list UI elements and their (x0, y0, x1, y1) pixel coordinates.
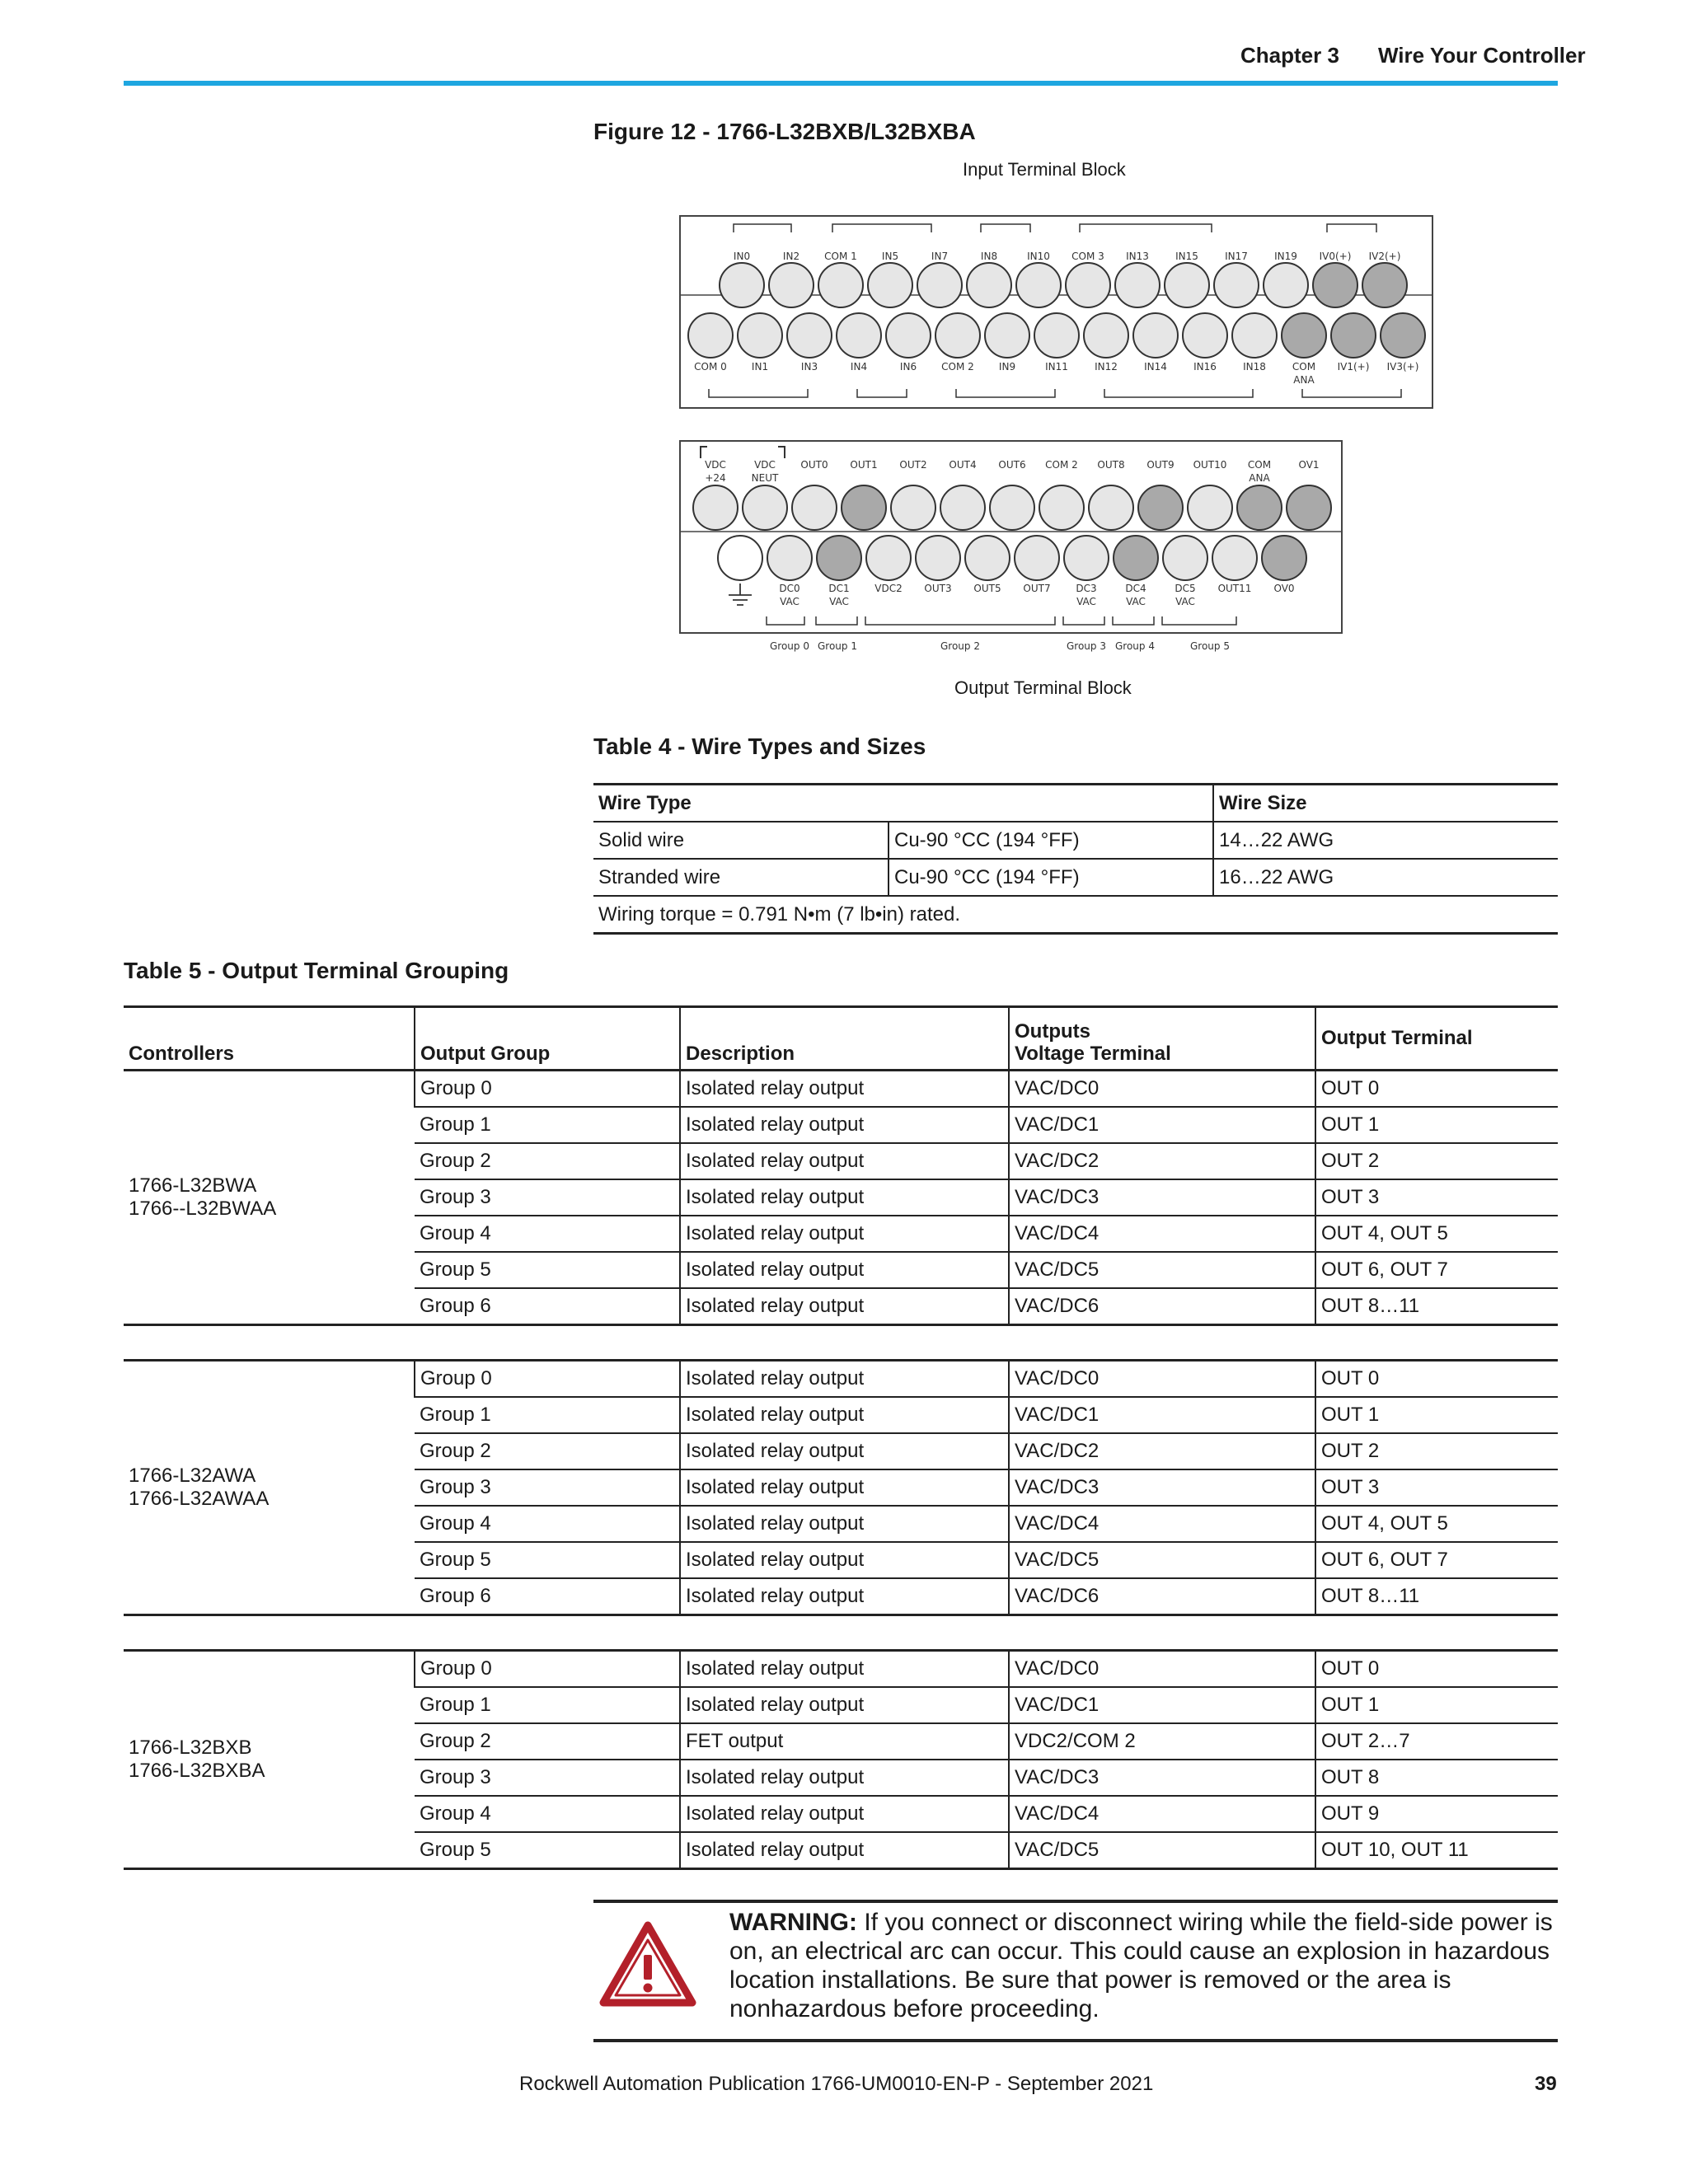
input-top-terminal (1313, 263, 1357, 307)
cell-output-terminal: OUT 3 (1315, 1179, 1558, 1216)
input-bottom-terminal-label: IN12 (1095, 361, 1118, 373)
cell-output-group: Group 6 (415, 1288, 680, 1325)
table-row (593, 859, 1558, 896)
output-group-label: Group 0 (770, 640, 809, 652)
input-top-terminal-label: IV0(+) (1319, 251, 1352, 262)
output-top-terminal (842, 485, 886, 530)
output-top-terminal-label: OUT4 (949, 459, 977, 471)
input-bottom-terminal (1381, 313, 1425, 358)
table-row (124, 1361, 1558, 1398)
table-header-row (593, 785, 1558, 823)
cell-output-terminal: OUT 9 (1315, 1796, 1558, 1832)
output-bottom-terminal-sublabel: VAC (780, 596, 799, 607)
input-top-terminal (1264, 263, 1308, 307)
cell-description: Isolated relay output (680, 1506, 1009, 1542)
input-bottom-terminal (787, 313, 832, 358)
header-title: Wire Your Controller (1378, 43, 1586, 68)
cell-voltage-terminal: VAC/DC4 (1009, 1506, 1315, 1542)
table-note-row (593, 896, 1558, 934)
output-top-terminal (1089, 485, 1133, 530)
output-top-terminal-label: OUT2 (899, 459, 927, 471)
input-top-terminal-label: IN5 (881, 251, 899, 262)
cell-output-group: Group 4 (415, 1796, 680, 1832)
cell-controller (124, 1071, 415, 1325)
input-bottom-terminal-label: IN4 (850, 361, 868, 373)
cell-voltage-terminal: VAC/DC5 (1009, 1252, 1315, 1288)
cell-voltage-terminal: VAC/DC6 (1009, 1288, 1315, 1325)
header-voltage-terminal (1009, 1007, 1315, 1071)
output-bottom-terminal (817, 536, 861, 580)
header-controllers: Controllers (124, 1007, 415, 1071)
table-row (124, 1651, 1558, 1688)
table4-caption: Table 4 - Wire Types and Sizes (593, 733, 926, 759)
output-top-terminal (940, 485, 985, 530)
output-top-terminal-label: OUT6 (998, 459, 1026, 471)
output-bottom-terminal-sublabel: VAC (1175, 596, 1195, 607)
input-bottom-terminal-label: COM 2 (941, 361, 974, 373)
input-bottom-terminal-label: IN11 (1045, 361, 1068, 373)
input-bottom-terminal (1331, 313, 1376, 358)
cell-output-terminal: OUT 2…7 (1315, 1723, 1558, 1760)
cell-description: Isolated relay output (680, 1651, 1009, 1688)
input-top-terminal (1066, 263, 1110, 307)
input-bottom-terminal-label: IN14 (1144, 361, 1167, 373)
output-bottom-terminal (1114, 536, 1158, 580)
cell-output-group: Group 1 (415, 1397, 680, 1433)
cell-output-terminal: OUT 4, OUT 5 (1315, 1506, 1558, 1542)
input-bottom-terminal (1084, 313, 1128, 358)
input-top-terminal (1016, 263, 1061, 307)
cell-output-group: Group 6 (415, 1578, 680, 1615)
cell-output-group: Group 2 (415, 1143, 680, 1179)
output-bottom-terminal (1064, 536, 1109, 580)
cell-voltage-terminal: VAC/DC5 (1009, 1832, 1315, 1869)
input-bottom-terminal-label: IV3(+) (1386, 361, 1419, 373)
output-bottom-terminal-label: OUT3 (924, 583, 952, 594)
output-top-terminal (693, 485, 738, 530)
cell-wire-type: Stranded wire (593, 859, 889, 896)
input-top-terminal (720, 263, 764, 307)
output-bottom-terminal (1163, 536, 1207, 580)
cell-output-terminal: OUT 8…11 (1315, 1288, 1558, 1325)
output-top-terminal-label: COM 2 (1045, 459, 1078, 471)
output-bottom-terminal (1212, 536, 1257, 580)
output-bottom-terminal-label: OUT11 (1217, 583, 1252, 594)
cell-description: Isolated relay output (680, 1252, 1009, 1288)
input-top-terminal-label: IN15 (1175, 251, 1198, 262)
cell-description: Isolated relay output (680, 1796, 1009, 1832)
wiring-torque-note: Wiring torque = 0.791 N•m (7 lb•in) rated. (593, 896, 1558, 934)
input-bottom-terminal-label: IV1(+) (1337, 361, 1370, 373)
cell-output-terminal: OUT 8…11 (1315, 1578, 1558, 1615)
cell-voltage-terminal: VAC/DC3 (1009, 1760, 1315, 1796)
cell-description: Isolated relay output (680, 1832, 1009, 1869)
spacer-cell (124, 1325, 1558, 1361)
header-voltage-terminal-line2: Voltage Terminal (1015, 1043, 1171, 1066)
header-description: Description (680, 1007, 1009, 1071)
cell-output-terminal: OUT 10, OUT 11 (1315, 1832, 1558, 1869)
cell-description: Isolated relay output (680, 1578, 1009, 1615)
input-top-terminal-label: COM 3 (1071, 251, 1104, 262)
output-group-label: Group 4 (1115, 640, 1155, 652)
output-top-terminal (792, 485, 837, 530)
output-top-terminal-label: COM (1247, 459, 1272, 471)
cell-output-terminal: OUT 6, OUT 7 (1315, 1542, 1558, 1578)
output-bottom-terminal-label: DC1 (828, 583, 850, 594)
cell-output-terminal: OUT 0 (1315, 1651, 1558, 1688)
input-top-terminal-label: IN17 (1225, 251, 1248, 262)
controller-line2: 1766--L32BWAA (129, 1197, 277, 1220)
header-output-terminal: Output Terminal (1315, 1007, 1558, 1071)
input-top-terminal-label: IN8 (980, 251, 998, 262)
cell-voltage-terminal: VAC/DC0 (1009, 1651, 1315, 1688)
table-row (593, 822, 1558, 859)
output-bottom-terminal-label: DC4 (1125, 583, 1146, 594)
output-top-terminal (891, 485, 935, 530)
input-bottom-terminal (688, 313, 733, 358)
cell-output-terminal: OUT 4, OUT 5 (1315, 1216, 1558, 1252)
output-top-terminal-label: VDC (754, 459, 776, 471)
input-bottom-terminal (1282, 313, 1326, 358)
input-bottom-terminal-label: COM (1292, 361, 1316, 373)
cell-output-terminal: OUT 2 (1315, 1433, 1558, 1469)
output-top-terminal (1138, 485, 1183, 530)
input-bottom-terminal (1133, 313, 1178, 358)
cell-output-terminal: OUT 8 (1315, 1760, 1558, 1796)
input-top-terminal (917, 263, 962, 307)
cell-voltage-terminal: VAC/DC3 (1009, 1469, 1315, 1506)
output-bottom-terminal-label: DC5 (1175, 583, 1196, 594)
cell-output-group: Group 0 (415, 1651, 680, 1688)
input-bottom-terminal-label: IN1 (751, 361, 769, 373)
input-bottom-terminal-label: IN6 (899, 361, 917, 373)
output-top-terminal-label: OUT10 (1193, 459, 1227, 471)
terminal-block-diagram (0, 0, 1688, 725)
cell-output-terminal: OUT 2 (1315, 1143, 1558, 1179)
input-top-terminal (1214, 263, 1259, 307)
controller-line2: 1766-L32AWAA (129, 1488, 270, 1510)
table-row (124, 1071, 1558, 1108)
header-voltage-terminal-line1: Outputs (1015, 1019, 1090, 1043)
input-bottom-terminal (985, 313, 1029, 358)
warning-label: WARNING: (729, 1909, 857, 1936)
cell-voltage-terminal: VAC/DC1 (1009, 1107, 1315, 1143)
input-top-terminal (868, 263, 912, 307)
output-bottom-terminal-label: VDC2 (874, 583, 903, 594)
output-bottom-terminal-label: OV0 (1273, 583, 1295, 594)
cell-wire-rating: Cu-90 °CC (194 °FF) (889, 859, 1213, 896)
warning-triangle-icon (598, 1920, 697, 2007)
input-bottom-terminal (935, 313, 980, 358)
output-top-terminal-label: VDC (705, 459, 726, 471)
input-top-terminal (818, 263, 863, 307)
output-top-terminal-sublabel: ANA (1249, 472, 1270, 484)
output-bottom-terminal-label: OUT7 (1023, 583, 1051, 594)
header-wire-size: Wire Size (1213, 785, 1558, 823)
input-bottom-terminal-sublabel: ANA (1293, 374, 1315, 386)
cell-wire-rating: Cu-90 °CC (194 °FF) (889, 822, 1213, 859)
cell-voltage-terminal: VDC2/COM 2 (1009, 1723, 1315, 1760)
output-block-label: Output Terminal Block (954, 677, 1132, 698)
input-bottom-terminal (1183, 313, 1227, 358)
input-top-terminal-label: IN10 (1027, 251, 1050, 262)
input-bottom-terminal-label: COM 0 (694, 361, 727, 373)
output-top-terminal (990, 485, 1034, 530)
output-bottom-terminal (1262, 536, 1306, 580)
cell-output-group: Group 1 (415, 1687, 680, 1723)
output-bottom-terminal (965, 536, 1010, 580)
cell-voltage-terminal: VAC/DC5 (1009, 1542, 1315, 1578)
input-top-terminal-label: COM 1 (824, 251, 857, 262)
cell-description: FET output (680, 1723, 1009, 1760)
output-bottom-terminal-sublabel: VAC (1126, 596, 1146, 607)
cell-description: Isolated relay output (680, 1361, 1009, 1398)
cell-description: Isolated relay output (680, 1433, 1009, 1469)
input-bottom-terminal-label: IN18 (1243, 361, 1266, 373)
cell-description: Isolated relay output (680, 1542, 1009, 1578)
header-output-group: Output Group (415, 1007, 680, 1071)
output-group-label: Group 2 (940, 640, 980, 652)
input-bottom-terminal-label: IN3 (800, 361, 818, 373)
cell-description: Isolated relay output (680, 1071, 1009, 1108)
input-top-terminal-label: IV2(+) (1368, 251, 1401, 262)
output-top-terminal (743, 485, 787, 530)
output-terminal-grouping-table (124, 1005, 1558, 1870)
cell-description: Isolated relay output (680, 1179, 1009, 1216)
output-bottom-terminal-label: DC3 (1076, 583, 1097, 594)
input-bottom-terminal (1232, 313, 1277, 358)
cell-voltage-terminal: VAC/DC1 (1009, 1687, 1315, 1723)
cell-voltage-terminal: VAC/DC4 (1009, 1216, 1315, 1252)
output-top-terminal (1287, 485, 1331, 530)
cell-wire-type: Solid wire (593, 822, 889, 859)
cell-description: Isolated relay output (680, 1469, 1009, 1506)
cell-output-terminal: OUT 0 (1315, 1361, 1558, 1398)
cell-description: Isolated relay output (680, 1143, 1009, 1179)
output-bottom-terminal-label: DC0 (779, 583, 800, 594)
output-bottom-terminal-label: OUT5 (973, 583, 1001, 594)
input-bottom-terminal-label: IN16 (1193, 361, 1217, 373)
input-bottom-terminal (886, 313, 931, 358)
cell-voltage-terminal: VAC/DC6 (1009, 1578, 1315, 1615)
cell-description: Isolated relay output (680, 1687, 1009, 1723)
cell-controller (124, 1361, 415, 1615)
controller-line1: 1766-L32BWA (129, 1174, 257, 1197)
output-top-terminal-sublabel: NEUT (751, 472, 779, 484)
cell-output-group: Group 5 (415, 1542, 680, 1578)
cell-description: Isolated relay output (680, 1288, 1009, 1325)
output-bottom-terminal (866, 536, 911, 580)
cell-voltage-terminal: VAC/DC3 (1009, 1179, 1315, 1216)
cell-description: Isolated relay output (680, 1397, 1009, 1433)
output-top-terminal-label: OUT0 (800, 459, 828, 471)
cell-controller (124, 1651, 415, 1869)
output-top-terminal-label: OUT1 (850, 459, 878, 471)
cell-output-terminal: OUT 1 (1315, 1397, 1558, 1433)
output-top-terminal (1237, 485, 1282, 530)
input-top-terminal-label: IN0 (733, 251, 751, 262)
wire-types-table (593, 783, 1558, 935)
cell-output-terminal: OUT 1 (1315, 1687, 1558, 1723)
input-top-terminal-label: IN13 (1126, 251, 1149, 262)
cell-output-group: Group 3 (415, 1760, 680, 1796)
output-top-terminal-label: OV1 (1298, 459, 1320, 471)
input-top-terminal (1362, 263, 1407, 307)
cell-wire-size: 16…22 AWG (1213, 859, 1558, 896)
input-terminal-block (680, 216, 1432, 408)
output-bottom-terminal (1015, 536, 1059, 580)
warning-message: If you connect or disconnect wiring while the field-side power is on, an electrical arc can occur. This could cause an explosion in hazardous location installations. Be sure that power is removed or the area is nonhazardous before proceeding. (729, 1909, 1553, 2023)
output-bottom-terminal (916, 536, 960, 580)
cell-output-terminal: OUT 0 (1315, 1071, 1558, 1108)
input-top-terminal (967, 263, 1011, 307)
input-top-terminal-label: IN7 (931, 251, 949, 262)
cell-description: Isolated relay output (680, 1216, 1009, 1252)
cell-output-group: Group 0 (415, 1361, 680, 1398)
output-group-label: Group 1 (818, 640, 857, 652)
table5-caption: Table 5 - Output Terminal Grouping (124, 958, 509, 983)
header-wire-type: Wire Type (593, 785, 1213, 823)
output-top-terminal-label: OUT8 (1097, 459, 1125, 471)
controller-line2: 1766-L32BXBA (129, 1760, 265, 1782)
spacer-cell (124, 1615, 1558, 1651)
footer-page-number: 39 (1535, 2073, 1557, 2095)
cell-voltage-terminal: VAC/DC4 (1009, 1796, 1315, 1832)
cell-output-group: Group 2 (415, 1433, 680, 1469)
table-group-spacer (124, 1615, 1558, 1651)
cell-wire-size: 14…22 AWG (1213, 822, 1558, 859)
input-top-terminal (769, 263, 814, 307)
controller-line1: 1766-L32BXB (129, 1736, 252, 1760)
input-bottom-terminal (738, 313, 782, 358)
cell-output-group: Group 2 (415, 1723, 680, 1760)
output-bottom-terminal (718, 536, 762, 580)
output-bottom-terminal (767, 536, 812, 580)
output-top-terminal (1188, 485, 1232, 530)
input-bottom-terminal-label: IN9 (998, 361, 1016, 373)
cell-voltage-terminal: VAC/DC2 (1009, 1143, 1315, 1179)
input-bottom-terminal (1034, 313, 1079, 358)
cell-voltage-terminal: VAC/DC0 (1009, 1361, 1315, 1398)
output-group-label: Group 3 (1067, 640, 1106, 652)
input-top-terminal (1115, 263, 1160, 307)
cell-output-group: Group 0 (415, 1071, 680, 1108)
output-top-terminal (1039, 485, 1084, 530)
cell-output-terminal: OUT 1 (1315, 1107, 1558, 1143)
cell-output-group: Group 4 (415, 1506, 680, 1542)
controller-line1: 1766-L32AWA (129, 1465, 256, 1488)
table-header-row (124, 1007, 1558, 1071)
footer-publication: Rockwell Automation Publication 1766-UM0010-EN-P - September 2021 (519, 2073, 1154, 2095)
output-group-label: Group 5 (1190, 640, 1230, 652)
input-bottom-terminal (837, 313, 881, 358)
output-bottom-terminal-sublabel: VAC (829, 596, 849, 607)
cell-voltage-terminal: VAC/DC2 (1009, 1433, 1315, 1469)
output-top-terminal-label: OUT9 (1146, 459, 1175, 471)
table-group-spacer (124, 1325, 1558, 1361)
cell-output-group: Group 4 (415, 1216, 680, 1252)
input-top-terminal (1165, 263, 1209, 307)
cell-voltage-terminal: VAC/DC0 (1009, 1071, 1315, 1108)
cell-output-group: Group 3 (415, 1179, 680, 1216)
cell-description: Isolated relay output (680, 1107, 1009, 1143)
input-top-terminal-label: IN19 (1274, 251, 1297, 262)
output-top-terminal-sublabel: +24 (705, 472, 726, 484)
figure-caption: Figure 12 - 1766-L32BXB/L32BXBA (593, 119, 976, 144)
input-block-label: Input Terminal Block (963, 159, 1126, 180)
input-top-terminal-label: IN2 (782, 251, 800, 262)
warning-text (729, 1908, 1554, 2023)
output-bottom-terminal-sublabel: VAC (1076, 596, 1096, 607)
cell-output-group: Group 5 (415, 1252, 680, 1288)
cell-output-group: Group 3 (415, 1469, 680, 1506)
cell-voltage-terminal: VAC/DC1 (1009, 1397, 1315, 1433)
cell-output-terminal: OUT 6, OUT 7 (1315, 1252, 1558, 1288)
cell-output-terminal: OUT 3 (1315, 1469, 1558, 1506)
cell-output-group: Group 1 (415, 1107, 680, 1143)
cell-description: Isolated relay output (680, 1760, 1009, 1796)
header-chapter: Chapter 3 (1240, 43, 1339, 68)
cell-output-group: Group 5 (415, 1832, 680, 1869)
